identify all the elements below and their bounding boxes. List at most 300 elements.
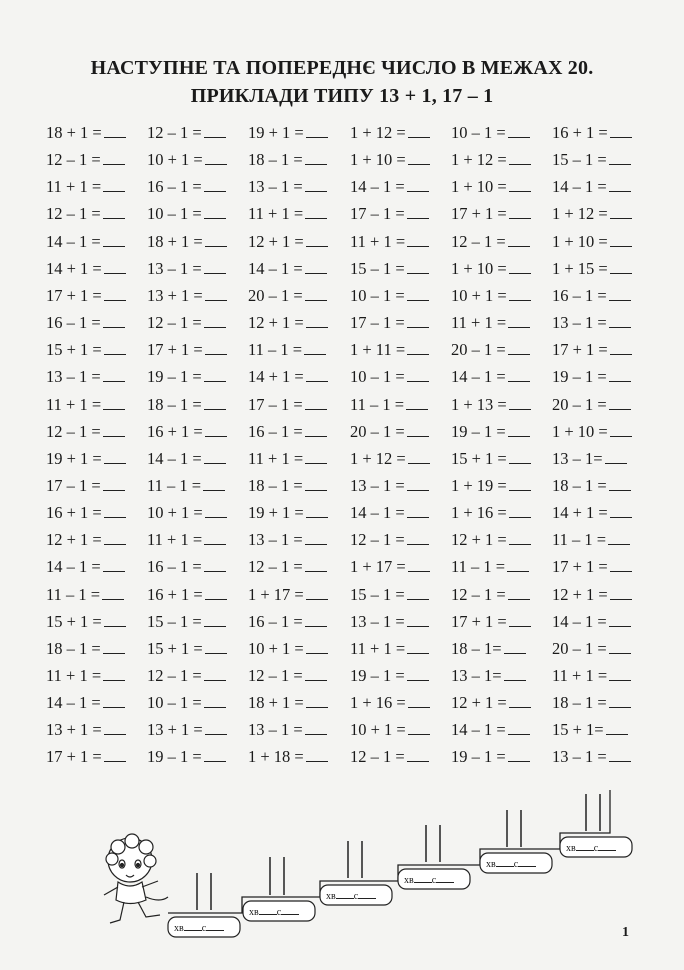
- answer-blank[interactable]: [203, 476, 225, 491]
- answer-blank[interactable]: [306, 639, 328, 654]
- exercise-item: [451, 719, 530, 741]
- exercise-item: [46, 665, 125, 687]
- answer-blank[interactable]: [103, 395, 125, 410]
- answer-blank[interactable]: [407, 367, 429, 382]
- exercise-expression: 16 + 1 =: [147, 584, 203, 604]
- answer-blank[interactable]: [609, 612, 631, 627]
- answer-blank[interactable]: [508, 747, 530, 762]
- answer-blank[interactable]: [605, 449, 627, 464]
- exercise-expression: 12 + 1 =: [248, 313, 304, 333]
- exercise-item: [147, 556, 226, 578]
- exercise-expression: 14 – 1 =: [46, 231, 101, 251]
- answer-blank[interactable]: [306, 585, 328, 600]
- answer-blank[interactable]: [609, 639, 631, 654]
- exercise-item: [46, 203, 125, 225]
- time-box-label[interactable]: хв с: [566, 841, 616, 854]
- exercise-expression: 12 – 1 =: [46, 421, 101, 441]
- answer-blank[interactable]: [305, 259, 327, 274]
- answer-blank[interactable]: [609, 150, 631, 165]
- exercise-expression: 1 + 13 =: [451, 394, 507, 414]
- exercise-item: [451, 584, 530, 606]
- exercise-expression: 15 – 1 =: [350, 584, 405, 604]
- answer-blank[interactable]: [103, 204, 125, 219]
- exercise-item: [248, 556, 327, 578]
- answer-blank[interactable]: [204, 204, 226, 219]
- exercise-expression: 1 + 10 =: [552, 231, 608, 251]
- exercise-item: [147, 258, 226, 280]
- exercise-item: [46, 339, 126, 361]
- exercise-item: [451, 203, 531, 225]
- answer-blank[interactable]: [305, 476, 327, 491]
- answer-blank[interactable]: [509, 476, 531, 491]
- exercise-item: [46, 149, 125, 171]
- exercise-expression: 16 – 1 =: [46, 313, 101, 333]
- exercise-item: [46, 176, 125, 198]
- exercise-expression: 19 – 1 =: [451, 747, 506, 767]
- answer-blank[interactable]: [408, 449, 430, 464]
- answer-blank[interactable]: [407, 204, 429, 219]
- exercise-expression: 19 – 1 =: [147, 367, 202, 387]
- answer-blank[interactable]: [609, 693, 631, 708]
- exercise-item: [248, 339, 326, 361]
- time-box-label[interactable]: хв с: [174, 921, 224, 934]
- exercise-item: [248, 394, 327, 416]
- exercise-expression: 13 – 1 =: [46, 367, 101, 387]
- exercise-expression: 16 – 1 =: [147, 177, 202, 197]
- exercise-item: [248, 584, 328, 606]
- answer-blank[interactable]: [103, 693, 125, 708]
- exercise-expression: 1 + 18 =: [248, 747, 304, 767]
- page-title-line-2: ПРИКЛАДИ ТИПУ 13 + 1, 17 – 1: [190, 85, 494, 107]
- exercise-item: [451, 394, 531, 416]
- exercise-expression: 12 + 1 =: [451, 530, 507, 550]
- exercise-expression: 12 – 1 =: [46, 150, 101, 170]
- answer-blank[interactable]: [508, 367, 530, 382]
- answer-blank[interactable]: [305, 449, 327, 464]
- answer-blank[interactable]: [407, 422, 429, 437]
- answer-blank[interactable]: [407, 313, 429, 328]
- exercise-expression: 15 – 1 =: [350, 258, 405, 278]
- exercise-expression: 18 – 1 =: [248, 150, 303, 170]
- answer-blank[interactable]: [103, 177, 125, 192]
- answer-blank[interactable]: [306, 503, 328, 518]
- answer-blank[interactable]: [509, 204, 531, 219]
- exercise-expression: 13 – 1 =: [248, 177, 303, 197]
- answer-blank[interactable]: [204, 123, 226, 138]
- answer-blank[interactable]: [103, 666, 125, 681]
- exercise-expression: 12 – 1 =: [451, 231, 506, 251]
- answer-blank[interactable]: [305, 395, 327, 410]
- exercise-expression: 1 + 17 =: [350, 557, 406, 577]
- answer-blank[interactable]: [509, 286, 531, 301]
- exercise-expression: 1 + 12 =: [451, 150, 507, 170]
- exercise-item: [552, 122, 632, 144]
- answer-blank[interactable]: [104, 530, 126, 545]
- answer-blank[interactable]: [407, 612, 429, 627]
- answer-blank[interactable]: [507, 557, 529, 572]
- answer-blank[interactable]: [205, 150, 227, 165]
- exercise-item: [147, 421, 227, 443]
- answer-blank[interactable]: [408, 693, 430, 708]
- answer-blank[interactable]: [407, 476, 429, 491]
- answer-blank[interactable]: [508, 313, 530, 328]
- answer-blank[interactable]: [104, 286, 126, 301]
- answer-blank[interactable]: [306, 313, 328, 328]
- exercise-expression: 1 + 12 =: [350, 448, 406, 468]
- exercise-item: [147, 746, 226, 768]
- exercise-expression: 18 + 1 =: [248, 693, 304, 713]
- answer-blank[interactable]: [606, 720, 628, 735]
- exercise-expression: 10 + 1 =: [248, 638, 304, 658]
- answer-blank[interactable]: [609, 666, 631, 681]
- exercise-expression: 18 – 1 =: [552, 475, 607, 495]
- answer-blank[interactable]: [205, 422, 227, 437]
- exercise-item: [46, 556, 125, 578]
- exercise-expression: 11 – 1 =: [552, 530, 607, 550]
- exercise-item: [248, 638, 328, 660]
- answer-blank[interactable]: [609, 476, 631, 491]
- exercise-expression: 10 + 1 =: [147, 150, 203, 170]
- exercise-item: [147, 366, 226, 388]
- answer-blank[interactable]: [306, 693, 328, 708]
- answer-blank[interactable]: [509, 503, 531, 518]
- answer-blank[interactable]: [205, 639, 227, 654]
- exercise-item: [350, 584, 429, 606]
- answer-blank[interactable]: [408, 123, 430, 138]
- exercise-item: [147, 448, 226, 470]
- exercise-item: [147, 529, 226, 551]
- answer-blank[interactable]: [305, 177, 327, 192]
- exercise-item: [552, 692, 631, 714]
- exercise-item: [552, 719, 628, 741]
- exercise-expression: 15 + 1 =: [46, 340, 102, 360]
- answer-blank[interactable]: [104, 340, 126, 355]
- exercise-item: [248, 176, 327, 198]
- answer-blank[interactable]: [306, 232, 328, 247]
- exercise-item: [552, 638, 631, 660]
- exercise-item: [350, 203, 429, 225]
- answer-blank[interactable]: [204, 693, 226, 708]
- exercise-item: [46, 421, 125, 443]
- exercise-item: [248, 611, 327, 633]
- answer-blank[interactable]: [610, 557, 632, 572]
- exercise-expression: 13 – 1 =: [248, 720, 303, 740]
- answer-blank[interactable]: [305, 286, 327, 301]
- answer-blank[interactable]: [205, 503, 227, 518]
- answer-blank[interactable]: [407, 585, 429, 600]
- answer-blank[interactable]: [204, 449, 226, 464]
- clock-staircase-illustration: [0, 785, 684, 945]
- exercise-item: [350, 692, 430, 714]
- exercise-expression: 19 – 1 =: [451, 421, 506, 441]
- answer-blank[interactable]: [509, 150, 531, 165]
- answer-blank[interactable]: [103, 232, 125, 247]
- answer-blank[interactable]: [205, 340, 227, 355]
- answer-blank[interactable]: [610, 232, 632, 247]
- exercise-expression: 18 – 1 =: [46, 638, 101, 658]
- exercise-item: [46, 529, 126, 551]
- answer-blank[interactable]: [305, 612, 327, 627]
- answer-blank[interactable]: [103, 150, 125, 165]
- time-box-label[interactable]: хв с: [326, 889, 376, 902]
- answer-blank[interactable]: [103, 313, 125, 328]
- exercise-expression: 1 + 10 =: [451, 258, 507, 278]
- answer-blank[interactable]: [610, 123, 632, 138]
- exercise-item: [248, 366, 328, 388]
- answer-blank[interactable]: [610, 503, 632, 518]
- exercise-item: [350, 529, 429, 551]
- answer-blank[interactable]: [408, 557, 430, 572]
- exercise-expression: 15 + 1 =: [46, 611, 102, 631]
- exercise-item: [147, 475, 225, 497]
- exercise-item: [350, 312, 429, 334]
- exercise-expression: 14 + 1 =: [552, 503, 608, 523]
- exercise-expression: 10 – 1 =: [350, 367, 405, 387]
- exercise-expression: 18 + 1 =: [46, 123, 102, 142]
- exercise-item: [451, 312, 530, 334]
- answer-blank[interactable]: [407, 259, 429, 274]
- answer-blank[interactable]: [508, 422, 530, 437]
- answer-blank[interactable]: [204, 313, 226, 328]
- exercise-expression: 12 – 1 =: [350, 747, 405, 767]
- answer-blank[interactable]: [408, 150, 430, 165]
- exercise-expression: 15 + 1 =: [147, 638, 203, 658]
- exercise-item: [147, 502, 227, 524]
- answer-blank[interactable]: [305, 422, 327, 437]
- exercise-expression: 17 + 1 =: [147, 340, 203, 360]
- answer-blank[interactable]: [610, 204, 632, 219]
- answer-blank[interactable]: [204, 177, 226, 192]
- exercise-item: [552, 394, 631, 416]
- exercise-expression: 10 + 1 =: [451, 285, 507, 305]
- cartoon-lamb-icon: [104, 834, 168, 923]
- exercise-expression: 12 – 1 =: [46, 204, 101, 224]
- exercise-expression: 12 – 1 =: [147, 666, 202, 685]
- exercise-item: [350, 475, 429, 497]
- exercise-expression: 14 – 1 =: [46, 693, 101, 713]
- exercise-expression: 14 – 1 =: [46, 557, 101, 577]
- answer-blank[interactable]: [504, 666, 526, 681]
- answer-blank[interactable]: [305, 720, 327, 735]
- exercise-expression: 18 + 1 =: [147, 231, 203, 251]
- answer-blank[interactable]: [103, 476, 125, 491]
- answer-blank[interactable]: [205, 585, 227, 600]
- answer-blank[interactable]: [504, 639, 526, 654]
- answer-blank[interactable]: [102, 585, 124, 600]
- exercise-item: [451, 285, 531, 307]
- answer-blank[interactable]: [104, 503, 126, 518]
- answer-blank[interactable]: [104, 612, 126, 627]
- answer-blank[interactable]: [509, 177, 531, 192]
- answer-blank[interactable]: [104, 449, 126, 464]
- exercise-expression: 14 – 1 =: [451, 367, 506, 387]
- exercise-item: [350, 176, 429, 198]
- exercise-expression: 12 + 1 =: [46, 530, 102, 550]
- exercise-item: [451, 502, 531, 524]
- time-box-label[interactable]: хв с: [249, 905, 299, 918]
- answer-blank[interactable]: [204, 747, 226, 762]
- answer-blank[interactable]: [204, 530, 226, 545]
- answer-blank[interactable]: [407, 232, 429, 247]
- answer-blank[interactable]: [205, 286, 227, 301]
- exercise-expression: 17 + 1 =: [451, 611, 507, 631]
- exercise-item: [46, 285, 126, 307]
- answer-blank[interactable]: [609, 286, 631, 301]
- answer-blank[interactable]: [509, 449, 531, 464]
- exercise-item: [248, 502, 328, 524]
- exercise-item: [451, 258, 531, 280]
- answer-blank[interactable]: [610, 340, 632, 355]
- exercise-item: [147, 692, 226, 714]
- exercise-expression: 20 – 1 =: [552, 394, 607, 414]
- exercise-item: [350, 448, 430, 470]
- answer-blank[interactable]: [306, 747, 328, 762]
- answer-blank[interactable]: [103, 367, 125, 382]
- answer-blank[interactable]: [407, 530, 429, 545]
- answer-blank[interactable]: [408, 720, 430, 735]
- exercise-item: [451, 122, 530, 144]
- answer-blank[interactable]: [509, 612, 531, 627]
- exercise-item: [552, 203, 632, 225]
- answer-blank[interactable]: [103, 557, 125, 572]
- exercise-item: [248, 149, 327, 171]
- answer-blank[interactable]: [608, 530, 630, 545]
- exercise-expression: 11 – 1 =: [350, 394, 405, 414]
- exercise-item: [147, 203, 226, 225]
- answer-blank[interactable]: [406, 395, 428, 410]
- answer-blank[interactable]: [508, 232, 530, 247]
- answer-blank[interactable]: [103, 639, 125, 654]
- answer-blank[interactable]: [610, 585, 632, 600]
- exercise-item: [248, 285, 327, 307]
- exercise-item: [46, 231, 125, 253]
- answer-blank[interactable]: [509, 530, 531, 545]
- exercise-item: [350, 231, 429, 253]
- exercise-item: [451, 665, 526, 687]
- answer-blank[interactable]: [407, 340, 429, 355]
- exercise-expression: 14 – 1 =: [350, 177, 405, 197]
- exercise-expression: 20 – 1 =: [552, 638, 607, 658]
- answer-blank[interactable]: [306, 367, 328, 382]
- exercise-item: [451, 448, 531, 470]
- answer-blank[interactable]: [610, 422, 632, 437]
- answer-blank[interactable]: [304, 340, 326, 355]
- answer-blank[interactable]: [508, 720, 530, 735]
- exercise-expression: 10 + 1 =: [147, 503, 203, 523]
- exercise-expression: 17 – 1 =: [248, 394, 303, 414]
- answer-blank[interactable]: [610, 259, 632, 274]
- answer-blank[interactable]: [204, 367, 226, 382]
- answer-blank[interactable]: [205, 232, 227, 247]
- clock-hand-bars: [197, 794, 600, 910]
- exercise-item: [552, 502, 632, 524]
- exercise-item: [248, 448, 327, 470]
- exercise-item: [350, 502, 429, 524]
- answer-blank[interactable]: [306, 123, 328, 138]
- answer-blank[interactable]: [204, 395, 226, 410]
- exercise-expression: 1 + 19 =: [451, 475, 507, 495]
- page-number: 1: [622, 925, 629, 940]
- answer-blank[interactable]: [407, 503, 429, 518]
- exercise-expression: 11 – 1 =: [46, 584, 101, 604]
- exercise-item: [46, 394, 125, 416]
- exercise-expression: 16 – 1 =: [248, 611, 303, 631]
- answer-blank[interactable]: [508, 340, 530, 355]
- answer-blank[interactable]: [509, 395, 531, 410]
- answer-blank[interactable]: [104, 259, 126, 274]
- answer-blank[interactable]: [508, 585, 530, 600]
- exercise-expression: 14 – 1 =: [552, 611, 607, 631]
- answer-blank[interactable]: [104, 123, 126, 138]
- exercise-item: [248, 231, 328, 253]
- answer-blank[interactable]: [104, 747, 126, 762]
- answer-blank[interactable]: [609, 747, 631, 762]
- time-box-label[interactable]: хв с: [404, 873, 454, 886]
- answer-blank[interactable]: [204, 557, 226, 572]
- exercise-expression: 11 + 1 =: [248, 204, 304, 224]
- answer-blank[interactable]: [407, 639, 429, 654]
- exercise-expression: 11 + 1 =: [248, 448, 304, 468]
- exercise-item: [350, 665, 429, 687]
- time-box-label[interactable]: хв с: [486, 857, 536, 870]
- answer-blank[interactable]: [609, 395, 631, 410]
- answer-blank[interactable]: [407, 747, 429, 762]
- answer-blank[interactable]: [305, 150, 327, 165]
- answer-blank[interactable]: [509, 259, 531, 274]
- answer-blank[interactable]: [305, 557, 327, 572]
- exercise-item: [46, 502, 126, 524]
- exercise-expression: 17 + 1 =: [552, 340, 608, 360]
- exercise-expression: 10 – 1 =: [147, 204, 202, 224]
- exercise-item: [451, 556, 529, 578]
- answer-blank[interactable]: [204, 612, 226, 627]
- exercise-expression: 11 – 1 =: [147, 475, 202, 495]
- answer-blank[interactable]: [508, 123, 530, 138]
- answer-blank[interactable]: [609, 177, 631, 192]
- answer-blank[interactable]: [305, 530, 327, 545]
- answer-blank[interactable]: [609, 367, 631, 382]
- exercise-item: [248, 665, 327, 687]
- exercise-item: [147, 231, 227, 253]
- answer-blank[interactable]: [204, 666, 226, 681]
- exercise-item: [451, 149, 531, 171]
- answer-blank[interactable]: [305, 204, 327, 219]
- exercise-item: [147, 584, 227, 606]
- exercise-expression: 17 – 1 =: [350, 204, 405, 224]
- exercise-item: [552, 556, 632, 578]
- answer-blank[interactable]: [407, 286, 429, 301]
- answer-blank[interactable]: [104, 720, 126, 735]
- answer-blank[interactable]: [509, 693, 531, 708]
- exercise-item: [147, 719, 227, 741]
- exercise-item: [350, 638, 429, 660]
- answer-blank[interactable]: [609, 313, 631, 328]
- answer-blank[interactable]: [407, 666, 429, 681]
- answer-blank[interactable]: [407, 177, 429, 192]
- answer-blank[interactable]: [103, 422, 125, 437]
- exercise-expression: 12 – 1 =: [451, 584, 506, 604]
- answer-blank[interactable]: [204, 259, 226, 274]
- exercise-item: [147, 394, 226, 416]
- exercise-item: [350, 122, 430, 144]
- exercise-item: [552, 176, 631, 198]
- exercise-item: [350, 719, 430, 741]
- exercise-item: [552, 339, 632, 361]
- answer-blank[interactable]: [205, 720, 227, 735]
- exercise-item: [46, 584, 124, 606]
- answer-blank[interactable]: [305, 666, 327, 681]
- exercise-expression: 18 – 1 =: [147, 394, 202, 414]
